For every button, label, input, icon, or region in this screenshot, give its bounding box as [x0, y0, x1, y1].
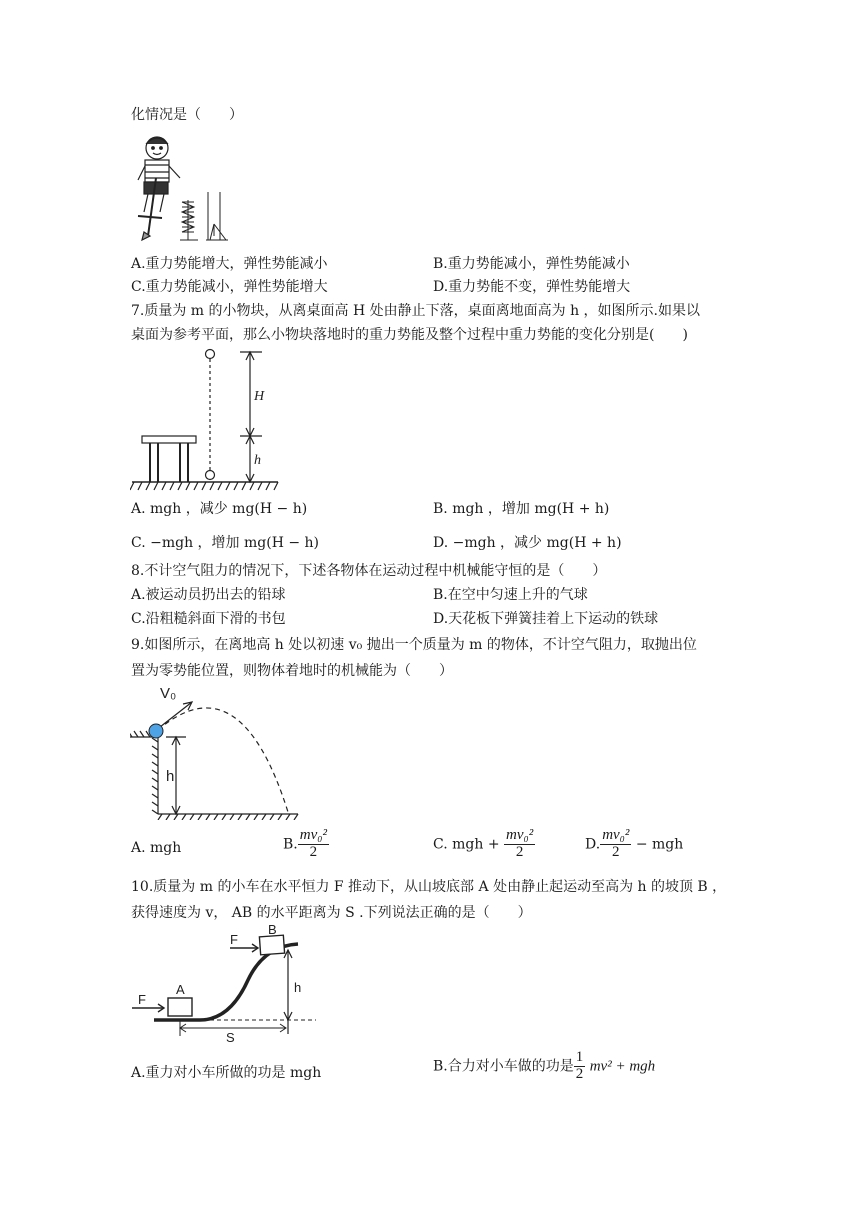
q9-option-c-num: mv₀² — [506, 827, 534, 843]
q9-option-b-num: mv₀² — [299, 827, 327, 843]
q7-option-a: A. mgh ，减少 mg(H − h) — [131, 501, 308, 517]
q10-label-s: S — [226, 1030, 235, 1042]
q8-option-c: C.沿粗糙斜面下滑的书包 — [131, 611, 286, 627]
q9-option-c-prefix: C. mgh + — [433, 836, 500, 853]
q9-label-v0: V₀ — [160, 685, 177, 702]
q6-option-d: D.重力势能不变，弹性势能增大 — [433, 279, 631, 295]
q8-option-a: A.被运动员扔出去的铅球 — [131, 587, 286, 603]
q10-option-a: A.重力对小车所做的功是 mgh — [131, 1065, 322, 1081]
q9-stem-line2: 置为零势能位置，则物体着地时的机械能为（ ） — [131, 663, 453, 679]
q9-option-d-fraction — [600, 828, 631, 861]
q10-option-b — [433, 1050, 655, 1083]
q10-label-h: h — [294, 980, 302, 995]
q9-option-b-fraction — [298, 828, 329, 861]
q9-figure-projectile — [130, 680, 305, 820]
q9-stem-line1: 9.如图所示，在离地高 h 处以初速 v₀ 抛出一个质量为 m 的物体，不计空气阻力，取抛出位 — [131, 637, 697, 653]
q9-label-h: h — [166, 768, 175, 785]
q10-option-b-suffix: mv² + mgh — [589, 1058, 656, 1075]
q6-option-b: B.重力势能减小，弹性势能减小 — [433, 256, 630, 272]
q9-option-d-prefix: D. — [585, 836, 601, 853]
q10-option-b-num: 1 — [575, 1049, 584, 1065]
q7-stem-line2: 桌面为参考平面，那么小物块落地时的重力势能及整个过程中重力势能的变化分别是( ) — [131, 327, 688, 343]
q10-label-f2: F — [230, 932, 238, 947]
q7-option-d: D. −mgh ，减少 mg(H + h) — [433, 535, 622, 551]
q9-option-b — [283, 828, 329, 861]
q7-option-b: B. mgh ，增加 mg(H + h) — [433, 501, 610, 517]
q9-option-b-prefix: B. — [283, 836, 298, 853]
q9-option-d-num: mv₀² — [602, 827, 630, 843]
q9-option-d-den: 2 — [612, 843, 620, 860]
q10-figure-slope-cart — [130, 924, 320, 1042]
q10-label-b: B — [268, 924, 277, 937]
q9-option-c-fraction — [504, 828, 535, 861]
q10-label-f1: F — [138, 992, 146, 1007]
q10-option-b-prefix: B.合力对小车做的功是 — [433, 1058, 574, 1075]
q7-label-h: h — [254, 453, 261, 468]
q9-option-c — [433, 828, 535, 861]
q6-option-a: A.重力势能增大，弹性势能减小 — [131, 256, 328, 272]
q6-option-c: C.重力势能减小，弹性势能增大 — [131, 279, 328, 295]
q7-stem-line1: 7.质量为 m 的小物块，从离桌面高 H 处由静止下落，桌面离地面高为 h ，如图所示.如果以 — [131, 303, 701, 319]
q10-label-a: A — [176, 982, 185, 997]
q7-label-H: H — [254, 389, 265, 404]
q10-option-b-fraction — [574, 1050, 586, 1083]
q10-stem-line1: 10.质量为 m 的小车在水平恒力 F 推动下，从山坡底部 A 处由静止起运动至高为 h 的坡顶 B ， — [131, 879, 727, 895]
q9-option-d-suffix: − mgh — [635, 836, 684, 853]
q9-option-b-den: 2 — [309, 843, 318, 860]
q8-stem: 8.不计空气阻力的情况下，下述各物体在运动过程中机械能守恒的是（ ） — [131, 563, 607, 579]
q9-option-a: A. mgh — [131, 840, 182, 856]
q6-figure-boy-pogo — [130, 132, 240, 244]
q8-option-d: D.天花板下弹簧挂着上下运动的铁球 — [433, 611, 659, 627]
q7-figure-table-ball — [130, 346, 280, 492]
q10-option-b-den: 2 — [575, 1065, 584, 1082]
q8-option-b: B.在空中匀速上升的气球 — [433, 587, 588, 603]
q10-stem-line2: 获得速度为 v， AB 的水平距离为 S .下列说法正确的是（ ） — [131, 905, 532, 921]
q7-option-c: C. −mgh ，增加 mg(H − h) — [131, 535, 320, 551]
q6-tail: 化情况是（ ） — [131, 107, 243, 123]
q9-option-c-den: 2 — [515, 843, 524, 860]
q9-option-d — [585, 828, 683, 861]
